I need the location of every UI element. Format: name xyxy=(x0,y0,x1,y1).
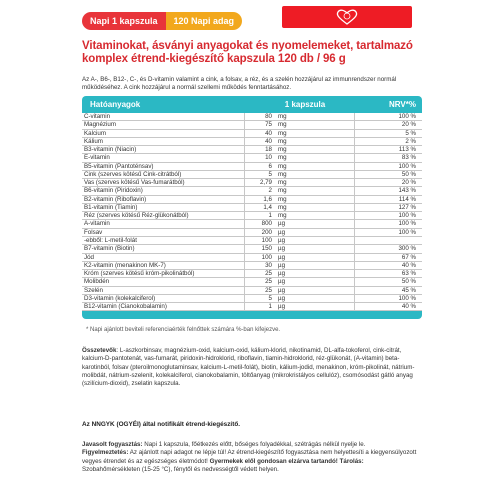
daily-dose-badge: Napi 1 kapszula xyxy=(82,12,166,30)
ingredient-amount: 800 xyxy=(244,220,274,227)
ingredient-amount: 100 xyxy=(244,254,274,261)
warning-text: Az ajánlott napi adagot ne lépje túl! Az étrend-kiegészítő fogyasztása nem helyettesíti a kiegyensúlyozott vegyes étrendet és az egészséges életmódot! xyxy=(82,449,417,465)
ingredient-amount: 40 xyxy=(244,130,274,137)
ingredient-amount: 2 xyxy=(244,187,274,194)
ingredient-name: Kalcium xyxy=(84,129,107,137)
ingredient-amount: 5 xyxy=(244,295,274,302)
ingredient-amount: 150 xyxy=(244,245,274,252)
table-row xyxy=(82,154,422,162)
ingredient-amount: 30 xyxy=(244,262,274,269)
warning-label: Figyelmeztetés: xyxy=(82,449,129,457)
ingredient-nrv: 83 % xyxy=(354,154,422,161)
ingredient-name: B6-vitamin (Piridoxin) xyxy=(84,187,143,195)
ingredient-nrv: 100 % xyxy=(354,113,422,120)
ingredient-unit: µg xyxy=(278,228,286,236)
ingredient-unit: mg xyxy=(278,137,287,145)
ingredient-nrv: 300 % xyxy=(354,245,422,252)
ingredient-unit: µg xyxy=(278,278,286,286)
ingredient-amount: 1,4 xyxy=(244,204,274,211)
ingredients-label: Összetevők xyxy=(82,347,117,354)
ingredient-unit: µg xyxy=(278,270,286,278)
ingredient-amount: 1 xyxy=(244,212,274,219)
table-row xyxy=(82,171,422,179)
ingredient-nrv: 100 % xyxy=(354,295,422,302)
ingredient-nrv: 100 % xyxy=(354,163,422,170)
ingredient-nrv: 50 % xyxy=(354,278,422,285)
table-row xyxy=(82,270,422,278)
ingredient-nrv: 50 % xyxy=(354,171,422,178)
ingredient-name: B12-vitamin (Cianokobalamin) xyxy=(84,303,167,311)
ingredient-name: C-vitamin xyxy=(84,113,111,120)
ingredient-nrv: 143 % xyxy=(354,187,422,194)
ingredient-unit: mg xyxy=(278,154,287,162)
table-row xyxy=(82,245,422,253)
notified-statement: Az NNGYK (OGYÉI) által notifikált étrend-kiegészítő. xyxy=(82,421,241,428)
ingredient-name: Kálium xyxy=(84,137,103,145)
ingredient-unit: µg xyxy=(278,220,286,228)
ingredient-name: Vas (szerves kötésű Vas-fumarátból) xyxy=(84,179,185,187)
header-nrv: NRV*% xyxy=(389,100,416,109)
ingredient-nrv: 40 % xyxy=(354,303,422,310)
ingredient-name: B2-vitamin (Riboflavin) xyxy=(84,195,147,203)
table-row xyxy=(82,146,422,154)
ingredient-unit: mg xyxy=(278,179,287,187)
ingredient-name: Szelén xyxy=(84,286,103,294)
table-row xyxy=(82,163,422,171)
table-row xyxy=(82,121,422,129)
ingredient-amount: 1 xyxy=(244,303,274,310)
heart-logo-icon xyxy=(335,8,359,26)
table-row xyxy=(82,196,422,204)
dosage-badge xyxy=(82,12,242,30)
ingredient-amount: 100 xyxy=(244,237,274,244)
table-row xyxy=(82,229,422,237)
ingredient-nrv: 113 % xyxy=(354,146,422,153)
ingredient-unit: mg xyxy=(278,195,287,203)
ingredient-nrv: 100 % xyxy=(354,212,422,219)
ingredient-nrv: 100 % xyxy=(354,220,422,227)
health-claims: Az A-, B6-, B12-, C-, és D-vitamin valamint a cink, a folsav, a réz, és a szelén hozzájárul az immunrendszer normál működéséhez. A cink hozzájárul a normál szellemi működés fenntartásához. xyxy=(82,76,397,91)
ingredient-unit: mg xyxy=(278,212,287,220)
nrv-footnote: * Napi ajánlott beviteli referenciaérték felnőttek számára %-ban kifejezve. xyxy=(86,327,281,333)
ingredient-nrv xyxy=(354,237,422,244)
table-row xyxy=(82,262,422,270)
ingredient-name: A-vitamin xyxy=(84,220,110,228)
ingredient-amount: 10 xyxy=(244,154,274,161)
header-ingredients: Hatóanyagok xyxy=(90,100,141,109)
usage-instructions xyxy=(82,441,422,474)
table-row xyxy=(82,254,422,262)
ingredient-nrv: 40 % xyxy=(354,262,422,269)
storage-text: Szobahőmérsékleten (15-25 °C), fénytől és nedvességtől védett helyen. xyxy=(82,465,279,473)
ingredient-unit: mg xyxy=(278,187,287,195)
ingredient-unit: µg xyxy=(278,245,286,253)
ingredient-unit: mg xyxy=(278,129,287,137)
ingredient-name: Magnézium xyxy=(84,121,116,129)
table-row xyxy=(82,130,422,138)
ingredient-amount: 40 xyxy=(244,138,274,145)
ingredient-unit: mg xyxy=(278,170,287,178)
ingredient-unit: µg xyxy=(278,294,286,302)
ingredient-amount: 25 xyxy=(244,270,274,277)
ingredient-name: B1-vitamin (Tiamin) xyxy=(84,203,138,211)
usage-label: Javasolt fogyasztás: xyxy=(82,441,143,448)
ingredient-amount: 80 xyxy=(244,113,274,120)
ingredient-unit: µg xyxy=(278,303,286,311)
ingredients-list: : L-aszkorbinsav, magnézium-oxid, kalcium-oxid, kálium-klorid, nikotinamid, DL-alfa-tokoferol, cink-citrát, kalcium-D-pantotenát, vas-fumarát, piridoxin-hidroklorid, riboflavin, tiamin-hidroklorid, réz-glükonát, (A-vitamin) beta-karotinból, folsav (pteroilmonoglutaminsav, kalcium-L-metil-folát), biotin, kálium-jodid, menakinon, króm-pikolinát, nátrium-molibdát, nátrium-szelenit, kolekalciferol, cianokobalamin, töltőanyag (mikrokristályos cellulóz), csomósodást gátló anyag (szilícium-dioxid), zselatin kapszula. xyxy=(82,347,415,388)
ingredient-name: Molibdén xyxy=(84,278,110,286)
ingredient-name: D3-vitamin (kolekalciferol) xyxy=(84,294,156,302)
ingredient-name: B3-vitamin (Niacin) xyxy=(84,146,137,154)
nutrition-table xyxy=(82,96,422,319)
product-title: Vitaminokat, ásványi anyagokat és nyomelemeket, tartalmazó komplex étrend-kiegészítő kapszula 120 db / 96 g xyxy=(82,40,413,65)
ingredient-amount: 25 xyxy=(244,287,274,294)
ingredient-nrv: 45 % xyxy=(354,287,422,294)
ingredient-name: Réz (szerves kötésű Réz-glükonátból) xyxy=(84,212,189,220)
ingredient-name: Folsav xyxy=(84,228,103,236)
ingredient-name: Jód xyxy=(84,253,94,261)
ingredient-name: Króm (szerves kötésű króm-pikolinátból) xyxy=(84,270,195,278)
ingredient-nrv: 63 % xyxy=(354,270,422,277)
ingredient-nrv: 127 % xyxy=(354,204,422,211)
usage-text: Napi 1 kapszula, főétkezés előtt, bőséges folyadékkal, szétrágás nélkül nyelje le. xyxy=(142,441,366,448)
ingredient-unit: µg xyxy=(278,261,286,269)
table-row xyxy=(82,187,422,195)
table-row xyxy=(82,138,422,146)
ingredient-unit: mg xyxy=(278,162,287,170)
ingredient-amount: 6 xyxy=(244,163,274,170)
ingredient-unit: mg xyxy=(278,113,287,120)
table-row xyxy=(82,113,422,121)
ingredients-text xyxy=(82,347,422,388)
ingredient-nrv: 5 % xyxy=(354,130,422,137)
ingredient-name: B5-vitamin (Pantoténsav) xyxy=(84,162,154,170)
table-header xyxy=(82,96,422,113)
ingredient-amount: 25 xyxy=(244,278,274,285)
table-row xyxy=(82,295,422,303)
table-footer-bar xyxy=(82,311,422,319)
brand-logo xyxy=(282,6,412,28)
storage-label: Tárolás: xyxy=(337,457,364,465)
table-body xyxy=(82,113,422,311)
header-per-capsule: 1 kapszula xyxy=(284,100,326,109)
ingredient-name: Cink (szerves kötésű Cink-citrátból) xyxy=(84,170,182,178)
table-row xyxy=(82,237,422,245)
ingredient-nrv: 114 % xyxy=(354,196,422,203)
ingredient-nrv: 2 % xyxy=(354,138,422,145)
ingredient-nrv: 20 % xyxy=(354,179,422,186)
ingredient-amount: 5 xyxy=(244,171,274,178)
ingredient-name: K2-vitamin (menakinon MK-7) xyxy=(84,261,166,269)
ingredient-name: E-vitamin xyxy=(84,154,110,162)
ingredient-nrv: 20 % xyxy=(354,121,422,128)
table-row xyxy=(82,278,422,286)
ingredient-amount: 75 xyxy=(244,121,274,128)
ingredient-amount: 2,79 xyxy=(244,179,274,186)
table-row xyxy=(82,212,422,220)
ingredient-amount: 200 xyxy=(244,229,274,236)
table-row xyxy=(82,204,422,212)
ingredient-nrv: 100 % xyxy=(354,229,422,236)
ingredient-unit: µg xyxy=(278,253,286,261)
table-row xyxy=(82,287,422,295)
ingredient-unit: µg xyxy=(278,236,286,244)
ingredient-unit: mg xyxy=(278,146,287,154)
ingredient-unit: mg xyxy=(278,121,287,129)
children-warning: Gyermekek elől gondosan elzárva tartandó! xyxy=(207,457,338,465)
ingredient-name: -ebből: L-metil-folát xyxy=(84,236,137,244)
ingredient-unit: µg xyxy=(278,286,286,294)
ingredient-unit: mg xyxy=(278,203,287,211)
ingredient-amount: 18 xyxy=(244,146,274,153)
ingredient-name: B7-vitamin (Biotin) xyxy=(84,245,135,253)
table-row xyxy=(82,220,422,228)
table-row xyxy=(82,179,422,187)
daily-portions-badge: 120 Napi adag xyxy=(166,12,243,30)
ingredient-amount: 1,6 xyxy=(244,196,274,203)
table-row xyxy=(82,303,422,311)
ingredient-nrv: 67 % xyxy=(354,254,422,261)
